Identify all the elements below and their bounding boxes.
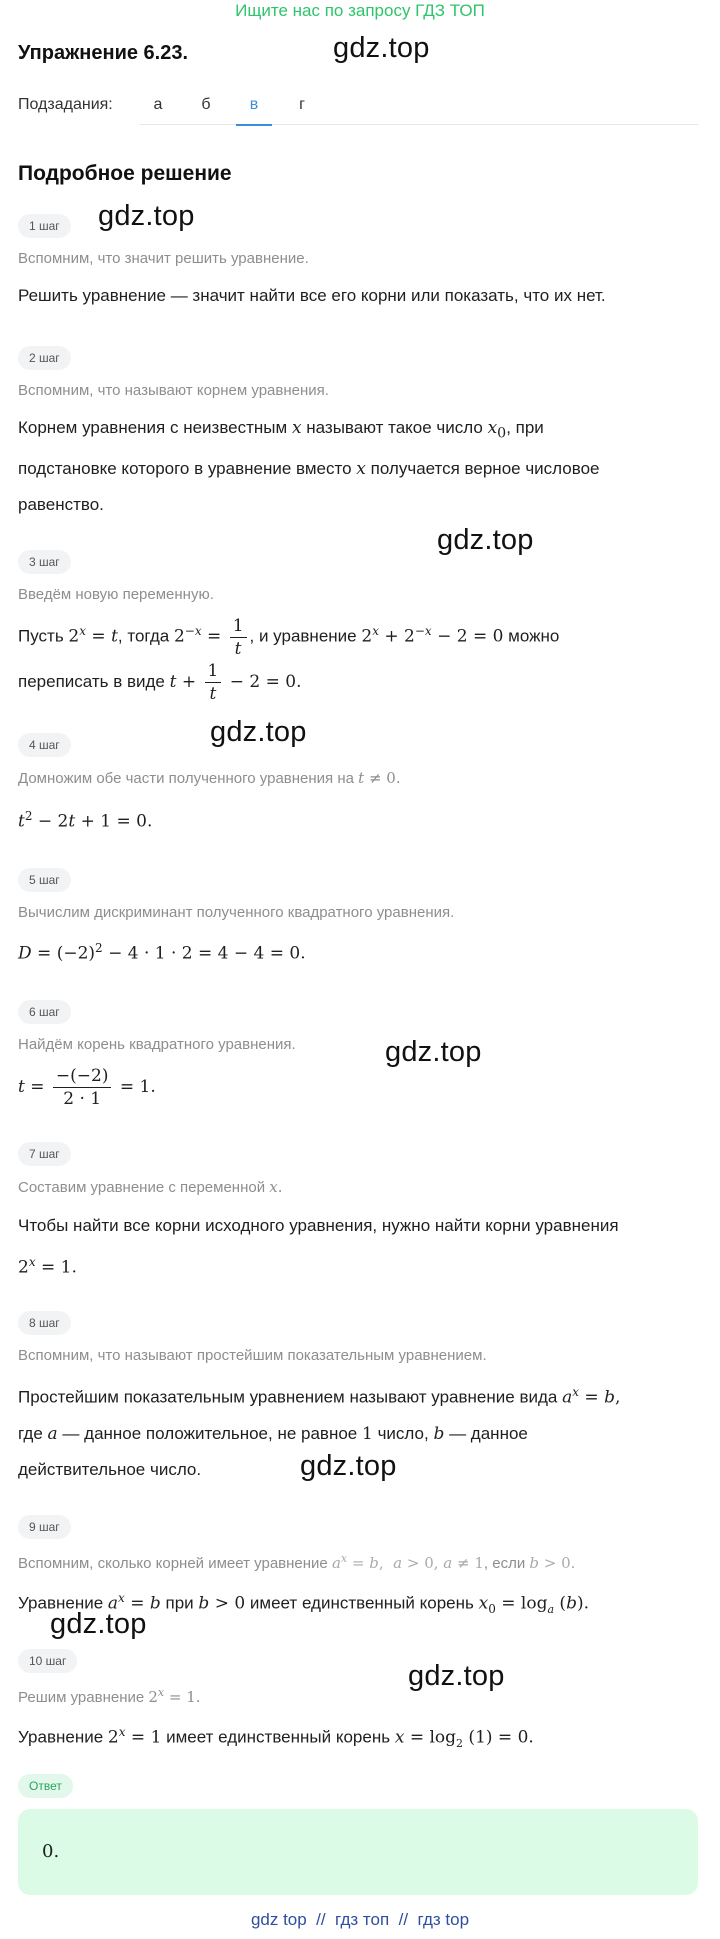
step-badge: 2 шаг (18, 346, 71, 370)
tab-v[interactable]: в (236, 96, 272, 114)
watermark: gdz.top (385, 1036, 482, 1068)
footer-links[interactable]: gdz top // гдз топ // гдз top (250, 1910, 470, 1929)
step-badge: 4 шаг (18, 733, 71, 757)
step-hint: Вспомним, сколько корней имеет уравнение $a^x = b$, a > 0, a ≠ 1, если b > 0. (18, 1552, 576, 1572)
step-text: Пусть $2^x = t$, тогда $2^{-x}$ = $\frac{1}{t}$ , и уравнение $2^x + 2^{-x} - 2 = 0$ можно переписать в виде t + $\frac{1}{t}$ − 2 = 0. (18, 615, 560, 704)
step-formula: $t^2 - 2t + 1 = 0$. (18, 809, 153, 832)
tab-a[interactable]: а (153, 96, 163, 113)
watermark: gdz.top (98, 200, 195, 232)
watermark: gdz.top (408, 1660, 505, 1692)
section-title: Подробное решение (18, 162, 232, 185)
step-hint: Вычислим дискриминант полученного квадратного уравнения. (18, 904, 455, 921)
step-badge: 6 шаг (18, 1000, 71, 1024)
watermark: gdz.top (50, 1608, 147, 1640)
watermark: gdz.top (300, 1450, 397, 1482)
tab-b[interactable]: б (201, 96, 211, 113)
answer-badge: Ответ (18, 1774, 73, 1798)
step-hint: Вспомним, что значит решить уравнение. (18, 250, 309, 267)
subtasks-tabs (140, 86, 698, 125)
watermark: gdz.top (333, 32, 430, 64)
step-formula: $D = (-2)^2 - 4 \cdot 1 \cdot 2 = 4 - 4 = 0$. (18, 941, 306, 964)
step-hint: Вспомним, что называют корнем уравнения. (18, 382, 329, 399)
tab-g[interactable]: г (299, 96, 305, 113)
step-text: Корнем уравнения с неизвестным x называют такое число $x_0$, при подстановке которого в уравнение вместо x получается верное числовое равенство. (18, 418, 600, 515)
step-badge: 5 шаг (18, 868, 71, 892)
answer-value: 0. (42, 1841, 60, 1862)
watermark: gdz.top (437, 524, 534, 556)
step-text: Уравнение $a^x = b$ при b > 0 имеет единственный корень $x_0 = \log_a (b)$. (18, 1591, 589, 1617)
step-hint: Вспомним, что называют простейшим показательным уравнением. (18, 1347, 487, 1364)
step-hint: Введём новую переменную. (18, 586, 214, 603)
step-hint: Решим уравнение $2^x = 1$. (18, 1686, 201, 1706)
step-badge: 8 шаг (18, 1311, 71, 1335)
step-hint: Составим уравнение с переменной x. (18, 1178, 283, 1196)
subtasks-label: Подзадания: (18, 96, 113, 113)
step-badge: 7 шаг (18, 1142, 71, 1166)
step-text: Чтобы найти все корни исходного уравнения, нужно найти корни уравнения $2^x = 1$. (18, 1216, 619, 1278)
step-hint: Найдём корень квадратного уравнения. (18, 1036, 296, 1053)
answer-box (18, 1809, 698, 1895)
step-badge: 1 шаг (18, 214, 71, 238)
step-formula: t = $\frac{-(-2)}{2 \cdot 1}$ = 1. (18, 1066, 156, 1110)
step-hint: Домножим обе части полученного уравнения на t ≠ 0. (18, 769, 401, 787)
step-text: Простейшим показательным уравнением называют уравнение вида $a^x = b$, где a — данное положительное, не равное 1 число, b — данное действительное число. (18, 1385, 621, 1479)
watermark: gdz.top (210, 716, 307, 748)
exercise-title: Упражнение 6.23. (18, 42, 189, 64)
step-text: Уравнение $2^x = 1$ имеет единственный корень $x = \log_2 (1) = 0$. (18, 1725, 534, 1751)
step-badge: 10 шаг (18, 1649, 77, 1673)
step-text: Решить уравнение — значит найти все его корни или показать, что их нет. (18, 286, 606, 305)
step-badge: 9 шаг (18, 1515, 71, 1539)
step-badge: 3 шаг (18, 550, 71, 574)
search-banner: Ищите нас по запросу ГДЗ ТОП (235, 1, 485, 20)
